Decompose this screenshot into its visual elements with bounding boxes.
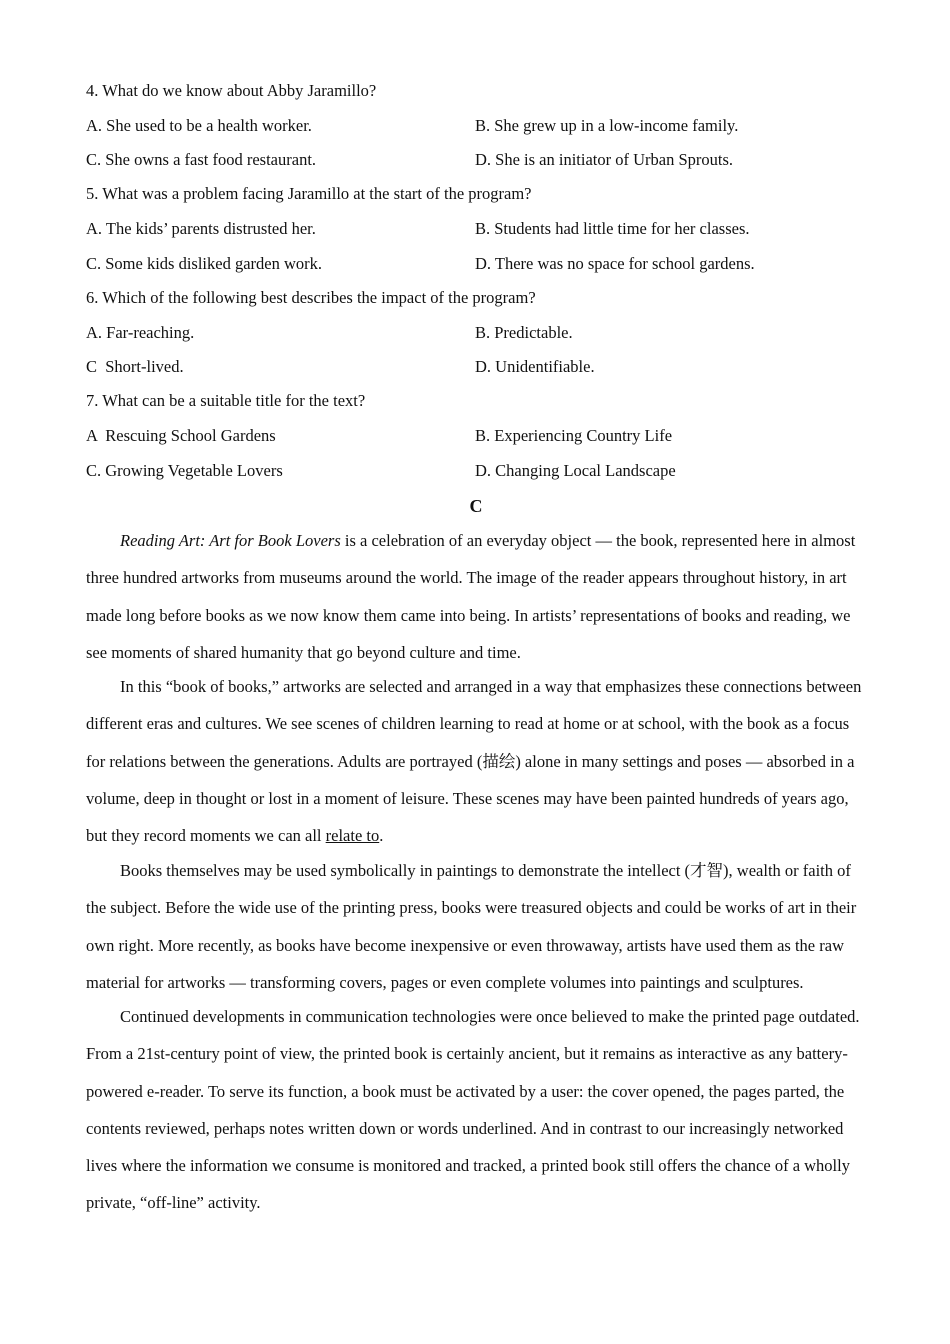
passage-paragraph-4: Continued developments in communication technologies were once believed to make the printed page outdated. From a 21st-century point of view, the printed book is certainly ancient, but it remains as interactive as any battery-powered e-reader. To serve its function, a book must be activated by a user: the cover opened, the pages parted, the contents reviewed, perhaps notes written down or words underlined. And in contrast to our increasingly networked lives where the information we consume is monitored and tracked, a printed book still offers the chance of a wholly private, “off-line” activity. <box>86 1007 860 1213</box>
option-7d: D. Changing Local Landscape <box>475 461 676 480</box>
option-6a: A. Far-reaching. <box>86 323 195 342</box>
option-4d: D. She is an initiator of Urban Sprouts. <box>475 150 734 169</box>
option-5b: B. Students had little time for her classes. <box>475 219 750 238</box>
option-4a: A. She used to be a health worker. <box>86 116 312 135</box>
option-5c: C. Some kids disliked garden work. <box>86 254 323 273</box>
question-4-options-row-2 <box>86 150 866 170</box>
question-6-options-row-2 <box>86 357 866 377</box>
option-6d: D. Unidentifiable. <box>475 357 595 376</box>
question-5-stem: 5. What was a problem facing Jaramillo at the start of the program? <box>86 184 532 203</box>
option-4b: B. She grew up in a low-income family. <box>475 116 739 135</box>
section-c-heading: C <box>469 496 483 516</box>
option-6c: C Short-lived. <box>86 357 184 376</box>
question-4-options-row-1 <box>86 116 866 136</box>
question-6-stem: 6. Which of the following best describes the impact of the program? <box>86 288 536 307</box>
option-7a: A Rescuing School Gardens <box>86 426 276 445</box>
passage-paragraph-1 <box>86 522 868 671</box>
option-6b: B. Predictable. <box>475 323 573 342</box>
question-5-options-row-2 <box>86 254 866 274</box>
paragraph-2-text: In this “book of books,” artworks are selected and arranged in a way that emphasizes these connections between different eras and cultures. We see scenes of children learning to read at home or at school, with the book as a focus for relations between the generations. Adults are portrayed (描绘) alone in many settings and poses — absorbed in a volume, deep in thought or lost in a moment of leisure. These scenes may have been painted hundreds of years ago, but they record moments we can all <box>86 677 862 846</box>
question-6-options-row-1 <box>86 323 866 343</box>
option-5a: A. The kids’ parents distrusted her. <box>86 219 316 238</box>
question-4-stem: 4. What do we know about Abby Jaramillo? <box>86 81 377 100</box>
option-7c: C. Growing Vegetable Lovers <box>86 461 283 480</box>
passage-paragraph-3: Books themselves may be used symbolically in paintings to demonstrate the intellect (才智), wealth or faith of the subject. Before the wide use of the printing press, books were treasured objects and could be works of art in their own right. More recently, as books have become inexpensive or even throwaway, artists have used them as the raw material for artworks — transforming covers, pages or even complete volumes into paintings and sculptures. <box>86 861 857 992</box>
question-7-options-row-1 <box>86 426 866 446</box>
paragraph-2-end: . <box>379 826 384 846</box>
question-7-options-row-2 <box>86 461 866 481</box>
question-5-options-row-1 <box>86 219 866 239</box>
paragraph-1-text: is a celebration of an everyday object — the book, represented here in almost three hundred artworks from museums around the world. The image of the reader appears throughout history, in art made long before books as we now know them came into being. In artists’ representations of books and reading, we see moments of shared humanity that go beyond culture and time. <box>86 531 856 662</box>
book-title: Reading Art: Art for Book Lovers <box>120 531 341 550</box>
passage-paragraph-2 <box>86 668 868 854</box>
option-7b: B. Experiencing Country Life <box>475 426 673 445</box>
question-7-stem: 7. What can be a suitable title for the text? <box>86 391 366 410</box>
option-5d: D. There was no space for school gardens. <box>475 254 755 273</box>
underlined-phrase: relate to <box>325 826 380 846</box>
option-4c: C. She owns a fast food restaurant. <box>86 150 317 169</box>
